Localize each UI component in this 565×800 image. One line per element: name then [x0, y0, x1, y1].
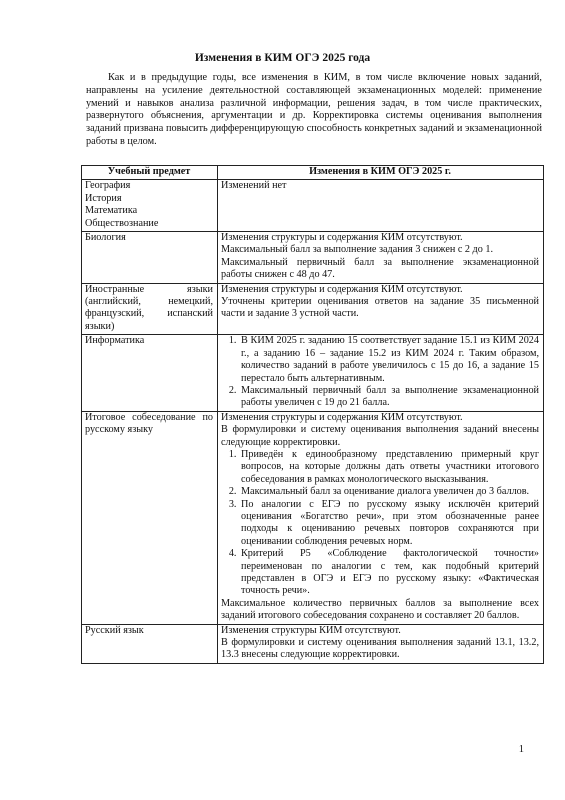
table-row	[82, 335, 544, 411]
subject-history: История	[85, 192, 122, 204]
header-subject: Учебный предмет	[82, 166, 218, 180]
changes-cell	[218, 283, 544, 335]
changes-paragraph: Максимальное количество первичных баллов за выполнение всех заданий итогового собеседования сохранено и составляет 20 баллов.	[221, 597, 539, 622]
changes-table	[81, 165, 544, 664]
subject-russian: Русский язык	[85, 624, 144, 636]
changes-paragraph: В формулировки и систему оценивания выполнения заданий внесены следующие корректировки.	[221, 424, 539, 448]
changes-list	[221, 449, 539, 598]
list-item: 2. Максимальный первичный балл за выполнение экзаменационной работы увеличен с 19 до 21 балла.	[239, 385, 539, 410]
list-item: 3. По аналогии с ЕГЭ по русскому языку исключён критерий оценивания «Богатство речи», при этом обозначенные ранее подходы к оцениванию речевых повторов сохраняются при оценивании соблюдения речевых норм.	[239, 499, 539, 549]
changes-paragraph: Изменения структуры КИМ отсутствуют.	[221, 624, 401, 636]
changes-paragraph: Уточнены критерии оценивания ответов на задание 35 письменной части и задание 3 устной части.	[221, 296, 539, 320]
subject-cell	[82, 335, 218, 411]
table-row	[82, 180, 544, 232]
subject-geography: География	[85, 180, 131, 192]
subject-foreign-languages: Иностранные языки (английский, немецкий, французский, испанский языки)	[85, 283, 213, 332]
changes-cell	[218, 624, 544, 663]
page-number: 1	[518, 744, 524, 755]
subject-math: Математика	[85, 205, 138, 217]
changes-paragraph: Изменения структуры и содержания КИМ отсутствуют.	[221, 232, 463, 244]
subject-cell	[82, 283, 218, 335]
subject-final-interview: Итоговое собеседование по русскому языку	[85, 411, 213, 436]
subject-cell	[82, 180, 218, 232]
changes-paragraph: Изменения структуры и содержания КИМ отсутствуют.	[221, 283, 463, 295]
changes-cell	[218, 335, 544, 411]
subject-social-studies: Обществознание	[85, 217, 159, 229]
subject-cell	[82, 232, 218, 284]
list-item: 1. В КИМ 2025 г. заданию 15 соответствует задание 15.1 из КИМ 2024 г., а заданию 16 – задание 15.2 из КИМ 2024 г. Таким образом, количество заданий в работе увеличилось с 15 до 16, а задание 15 перестало быть альтернативным.	[239, 335, 539, 385]
subject-cell	[82, 411, 218, 624]
changes-paragraph: В формулировки и систему оценивания выполнения заданий 13.1, 13.2, 13.3 внесены следующие корректировки.	[221, 637, 539, 661]
changes-cell	[218, 411, 544, 624]
changes-cell	[218, 232, 544, 284]
header-changes: Изменения в КИМ ОГЭ 2025 г.	[218, 166, 544, 180]
table-row	[82, 232, 544, 284]
changes-paragraph: Максимальный первичный балл за выполнение экзаменационной работы снижен с 48 до 47.	[221, 256, 539, 281]
table-row	[82, 411, 544, 624]
list-item: 4. Критерий Р5 «Соблюдение фактологической точности» переименован по аналогии с тем, как подобный критерий представлен в ОГЭ и ЕГЭ по русскому языку: «Фактическая точность речи».	[239, 548, 539, 598]
subject-biology: Биология	[85, 232, 126, 244]
changes-cell	[218, 180, 544, 232]
changes-list	[221, 335, 539, 409]
list-item: 1. Приведён к единообразному представлению примерный круг вопросов, на которые должны дать ответы участники итогового собеседования в рамках монологического высказывания.	[239, 449, 539, 486]
changes-paragraph: Изменения структуры и содержания КИМ отсутствуют.	[221, 411, 463, 423]
subject-cell	[82, 624, 218, 663]
table-row	[82, 624, 544, 663]
table-header-row	[82, 166, 544, 180]
changes-text: Изменений нет	[221, 180, 287, 192]
changes-paragraph: Максимальный балл за выполнение задания 3 снижен с 2 до 1.	[221, 244, 494, 256]
list-item: 2. Максимальный балл за оценивание диалога увеличен до 3 баллов.	[239, 486, 539, 498]
subject-informatics: Информатика	[85, 335, 145, 347]
page-title: Изменения в КИМ ОГЭ 2025 года	[194, 52, 371, 64]
table-row	[82, 283, 544, 335]
intro-paragraph: Как и в предыдущие годы, все изменения в КИМ, в том числе включение новых заданий, направлены на усиление деятельностной составляющей экзаменационных моделей: применение умений и навыков анализа различной информации, решения задач, в том числе практических, развернутого объяснения, аргументации и др. Корректировка системы оценивания выполнения заданий призвана повысить дифференцирующую способность конкретных заданий и экзаменационной работы в целом.	[86, 72, 542, 147]
